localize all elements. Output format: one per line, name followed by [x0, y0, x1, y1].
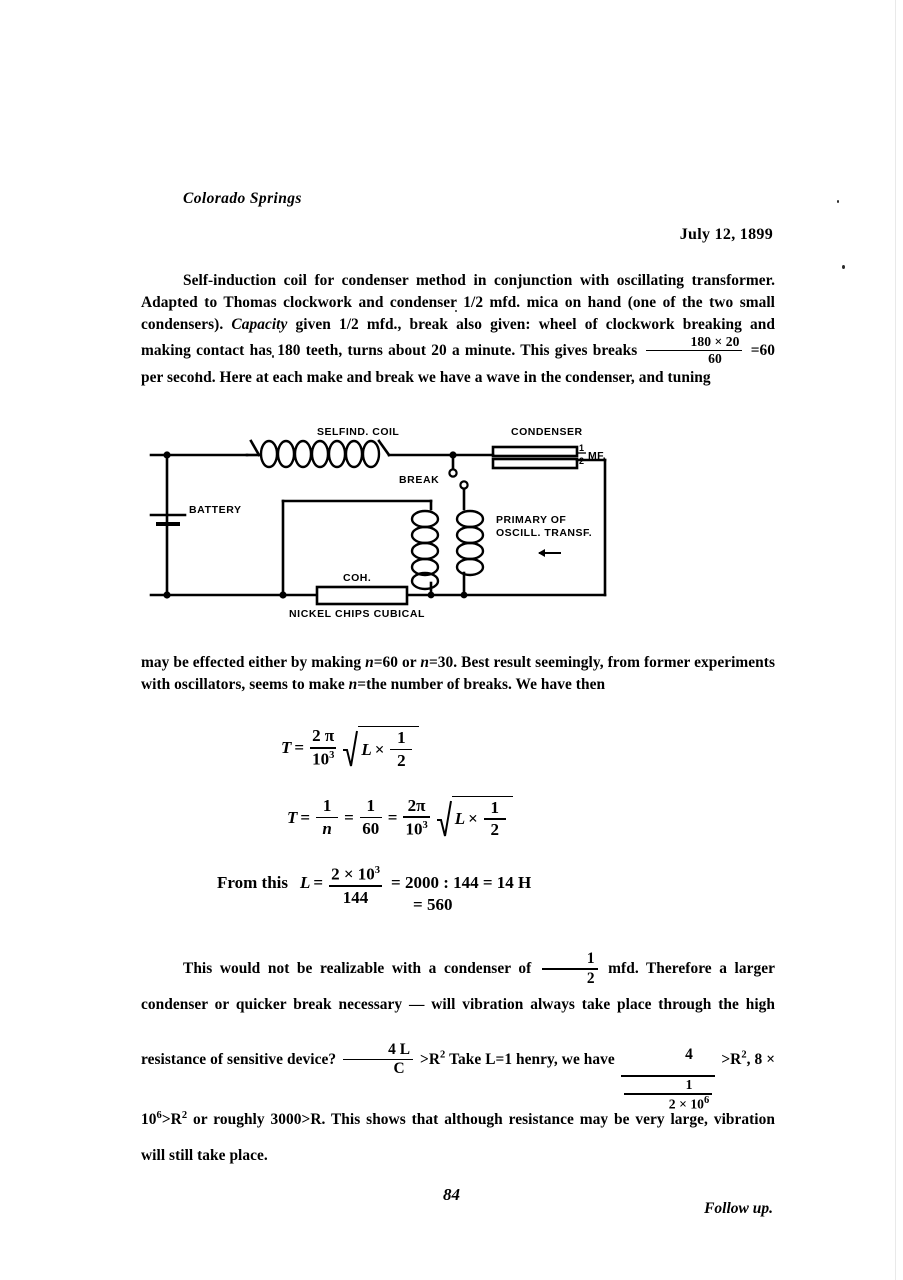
- eq3-frac-bar: [329, 885, 382, 887]
- r-squared-c: R: [170, 1111, 182, 1129]
- nested-denominator-fraction: [624, 1078, 713, 1111]
- eq2-f1-den: n: [322, 818, 332, 838]
- label-primary-line2: OSCILL. TRANSF.: [496, 527, 593, 540]
- var-n-1: n: [365, 654, 374, 672]
- transformer-secondary-coil: [412, 511, 438, 589]
- page-content: [141, 190, 775, 1218]
- page-number: 84: [443, 1185, 460, 1204]
- entry-date: July 12, 1899: [679, 226, 773, 243]
- label-condenser-value-den: 2: [579, 456, 585, 467]
- label-condenser: CONDENSER: [511, 426, 583, 439]
- eq1-radicand: [358, 726, 419, 769]
- paragraph-tuning-text-a: may be effected either by making: [141, 654, 362, 672]
- gt-sign-2: >: [721, 1051, 731, 1069]
- scan-speck: [837, 200, 839, 203]
- eq2-radicand-times: ×: [468, 809, 478, 829]
- equation-inductance: [141, 865, 775, 915]
- eq3-fraction: [329, 865, 382, 906]
- gt-sign-1: >: [420, 1051, 429, 1069]
- label-battery: BATTERY: [189, 504, 242, 517]
- break-terminal-upper: [449, 470, 456, 477]
- eq2-fraction-1: [316, 797, 338, 837]
- label-primary-line1: PRIMARY OF: [496, 514, 567, 527]
- paragraph-conclusion-text-b: mfd. Therefore a larger condenser or quicker break necessary — will vibration always take place through the high resistance of sensitive device?: [141, 960, 775, 1069]
- value-8e6-exp: 6: [156, 1109, 162, 1121]
- half-mfd-den: 2: [586, 969, 595, 987]
- four-l-over-c-fraction: [343, 1042, 413, 1077]
- paragraph-tuning: [141, 652, 775, 696]
- equation-period-2: [141, 796, 775, 839]
- paragraph-tuning-eq2: =30. Best result seemingly, from former experiments with oscillators, seems to make: [141, 654, 776, 694]
- paragraph-conclusion-text-a: This would not be realizable with a condenser of: [183, 960, 532, 978]
- eq3-results: [391, 865, 531, 915]
- junction-dot-battery-bottom: [163, 592, 170, 599]
- label-selfind-coil: SELFIND. COIL: [317, 426, 400, 439]
- eq2-f1-num: 1: [322, 796, 332, 816]
- four-l-den: C: [393, 1060, 405, 1078]
- four-l-num: 4 L: [388, 1041, 411, 1059]
- circuit-diagram-svg: [141, 423, 775, 618]
- scan-speck: [842, 265, 845, 269]
- eq3-result-row-2: = 560: [413, 895, 453, 915]
- paragraph-intro-text-a: Self-induction coil for condenser method in conjunction with oscillating transformer. Adapted to Thomas clockwork and condenser 1/2 mfd. mica on hand (one of the two small condensers).: [141, 272, 775, 333]
- take-var-l: L: [485, 1051, 496, 1069]
- r-var: R: [310, 1111, 322, 1129]
- eq3-prefix: From this: [217, 873, 288, 893]
- eq2-radicand: [452, 796, 513, 839]
- circuit-diagram-figure: [141, 423, 775, 618]
- eq1-frac-num: 2 π: [312, 726, 335, 746]
- radical-glyph: [343, 728, 358, 768]
- equation-block: [141, 726, 775, 915]
- var-n-3: n: [348, 676, 358, 694]
- breaks-fraction-denominator: 60: [708, 351, 722, 367]
- breaks-result: =60: [750, 342, 776, 360]
- label-condenser-value: [578, 443, 606, 466]
- eq2-radical-sign: [437, 796, 452, 839]
- eq2-equals-2: =: [344, 807, 354, 827]
- eq1-frac-den: $10^3$: [312, 749, 335, 769]
- eq1-equals: =: [294, 738, 305, 758]
- value-8e6: 8 × 10: [141, 1051, 776, 1129]
- half-mfd-num: 1: [586, 950, 595, 968]
- paragraph-tuning-eq1: =60 or: [373, 654, 417, 672]
- label-condenser-value-num: 1: [579, 443, 585, 454]
- eq1-radical-sign: [343, 726, 358, 769]
- coherer-box: [317, 587, 407, 604]
- eq3-equals: =: [313, 873, 324, 893]
- eq2-radicand-var: L: [454, 809, 466, 829]
- r-squared-b-exp: 2: [741, 1050, 747, 1061]
- r-squared-b: R: [730, 1051, 742, 1069]
- gt-sign-3: >: [161, 1111, 171, 1129]
- take-eq-text: =1 henry, we have: [495, 1051, 615, 1069]
- selfinduction-coil: [261, 441, 379, 467]
- eq1-radicand-var: L: [361, 739, 372, 759]
- paragraph-conclusion-text-c: Take: [449, 1051, 482, 1069]
- junction-dot-secondary-bottom: [428, 592, 435, 599]
- radical-glyph: [437, 798, 452, 838]
- eq2-f3-num: 2π: [407, 795, 426, 815]
- breaks-fraction-numerator: 180 × 20: [690, 334, 740, 349]
- eq3-frac-num: $2 \times 10^3$: [331, 864, 381, 884]
- eq1-radicand-fraction: [390, 729, 412, 769]
- junction-dot-coherer-left: [279, 592, 286, 599]
- nested-den-bar: [624, 1093, 713, 1095]
- nested-numerator: 4: [685, 1046, 693, 1064]
- wire-coil-exit: [379, 441, 389, 455]
- eq2-fraction-3: [403, 797, 429, 838]
- nested-den-num: 1: [685, 1077, 693, 1093]
- label-nickel-chips: NICKEL CHIPS CUBICAL: [289, 608, 426, 619]
- nested-fraction: [621, 1037, 716, 1112]
- paragraph-tuning-text-b: =the number of breaks. We have then: [357, 676, 606, 694]
- eq2-f3-bar: [403, 816, 429, 818]
- paragraph-intro-text-c: per second. Here at each make and break we have a wave in the condenser, and tuning: [141, 369, 711, 387]
- junction-dot-primary-bottom: [461, 592, 468, 599]
- condenser-symbol: [493, 447, 577, 468]
- paragraph-conclusion: [141, 951, 775, 1174]
- paragraph-conclusion-text-e: . This shows that although resistance may be very large, vibration will still take place.: [141, 1111, 775, 1165]
- eq1-radical: [343, 726, 419, 769]
- follow-up-note: Follow up.: [704, 1200, 773, 1218]
- var-n-2: n: [420, 654, 429, 672]
- eq2-fraction-2: [360, 797, 382, 837]
- eq1-coefficient-fraction: [310, 727, 336, 768]
- eq2-f2-den: 60: [362, 818, 380, 838]
- eq2-radicand-den: 2: [490, 820, 500, 840]
- eq2-radicand-num: 1: [490, 797, 500, 817]
- eq2-f2-num: 1: [366, 796, 376, 816]
- eq2-radicand-fraction: [484, 799, 506, 839]
- wire-coil-enter: [251, 441, 259, 455]
- eq1-radicand-den: 2: [397, 750, 406, 770]
- eq1-radicand-times: ×: [374, 739, 385, 759]
- current-direction-arrow: [538, 549, 561, 557]
- breaks-fraction-bar: [646, 350, 743, 352]
- eq2-radical: [437, 796, 513, 839]
- eq2-lhs: T: [287, 807, 298, 827]
- label-coherer: COH.: [343, 572, 372, 585]
- capacity-emphasis: Capacity: [231, 316, 288, 333]
- scan-edge-line: [895, 0, 896, 1280]
- eq1-frac-bar: [310, 747, 336, 749]
- nested-main-bar: [621, 1075, 716, 1077]
- r-squared-a: R: [428, 1051, 441, 1069]
- label-break: BREAK: [399, 474, 440, 487]
- paragraph-intro-text-b: given 1/2 mfd., break also given: wheel of clockwork breaking and making contact has 180 teeth, turns about 20 a minute. This gives breaks: [141, 316, 775, 360]
- eq2-f3-den: $10^3$: [405, 819, 428, 839]
- breaks-fraction: [646, 335, 743, 366]
- paragraph-intro: [141, 270, 775, 389]
- comma-sep: ,: [746, 1051, 751, 1069]
- junction-dot-break-top: [449, 452, 456, 459]
- location-heading: Colorado Springs: [183, 190, 302, 207]
- eq3-result-row-1: = 2000 : 144 = 14 H: [391, 873, 532, 893]
- half-mfd-fraction: [542, 951, 598, 986]
- transformer-primary-coil: [457, 511, 483, 575]
- equation-period-1: [141, 726, 775, 769]
- eq3-frac-den: 144: [342, 887, 369, 907]
- eq2-equals-1: =: [300, 807, 311, 827]
- eq1-lhs: T: [281, 738, 292, 758]
- date-row: [141, 226, 775, 244]
- nested-den-den: $2 \times 10^6$: [668, 1094, 710, 1112]
- eq2-equals-3: =: [387, 807, 398, 827]
- r-squared-c-exp: 2: [181, 1109, 188, 1121]
- junction-dot-battery-top: [163, 452, 170, 459]
- eq3-lhs: L: [300, 873, 311, 893]
- label-condenser-value-unit: MF.: [588, 450, 607, 463]
- eq1-radicand-num: 1: [397, 728, 406, 748]
- break-terminal-lower: [460, 482, 467, 489]
- paragraph-conclusion-text-d: or roughly 3000>: [193, 1111, 311, 1129]
- r-squared-a-exp: 2: [440, 1050, 446, 1061]
